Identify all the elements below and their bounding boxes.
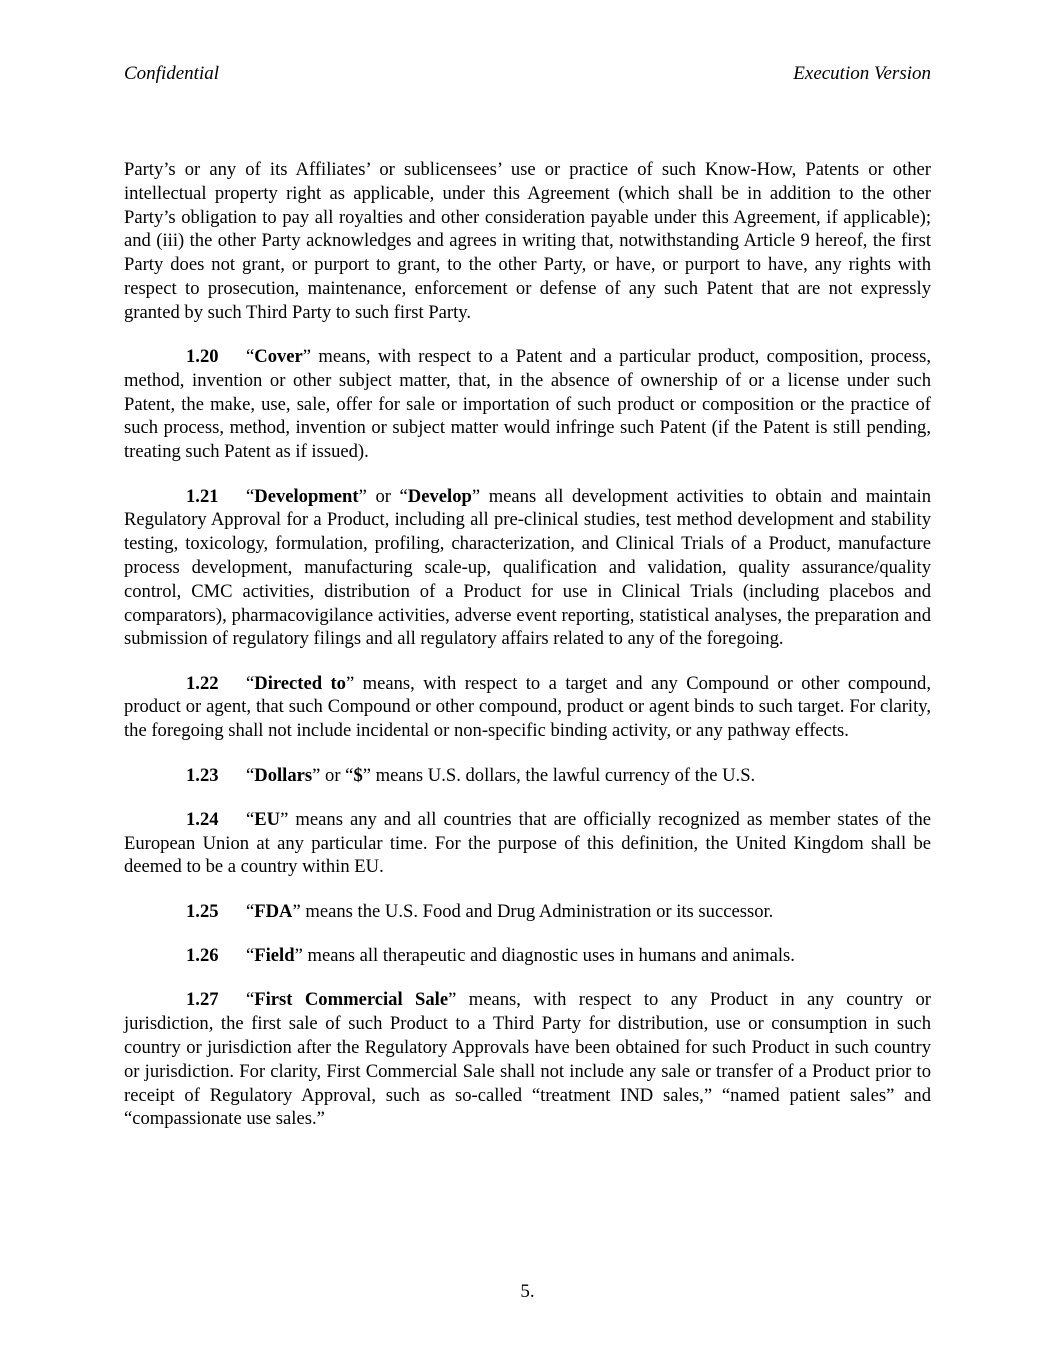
section-1-25: 1.25 “FDA” means the U.S. Food and Drug Administration or its successor. (186, 900, 774, 922)
section-number: 1.20 (186, 346, 219, 368)
page-number: 5. (520, 1281, 535, 1302)
defined-term: Field (254, 945, 295, 967)
section-1-20: 1.20 “Cover” means, with respect to a Patent and a particular product, composition, process, method, invention or other subject matter, that, in the absence of ownership of or a license under such Patent, the make, use, sale, offer for sale or importation of such product or composition or the practice of such process, method, invention or subject matter would infringe such Patent (if the Patent is still pending, treating such Patent as if issued). (124, 346, 931, 463)
definition-text: means the U.S. Food and Drug Administration or its successor. (300, 900, 774, 922)
header-confidential: Confidential (124, 63, 219, 84)
definition-text: means, with respect to any Product in any country or jurisdiction, the first sale of such Product to a Third Party for distribution, use or consumption in such country or jurisdiction after the Regulatory Approvals have been obtained for such Product in such country or jurisdiction. For clarity, First Commercial Sale shall not include any sale or transfer of a Product prior to receipt of Regulatory Approval, such as so-called “treatment IND sales,” “named patient sales” and “compassionate use sales.” (124, 989, 931, 1130)
defined-term: FDA (254, 900, 293, 922)
defined-term: Development (254, 485, 359, 507)
section-1-24: 1.24 “EU” means any and all countries that are officially recognized as member states of the European Union at any particular time. For the purpose of this definition, the United Kingdom shall be deemed to be a country within EU. (124, 808, 931, 878)
document-body (124, 158, 931, 1152)
definition-text: means all therapeutic and diagnostic uses in humans and animals. (302, 945, 795, 967)
defined-term: Dollars (254, 764, 313, 786)
section-1-21: 1.21 “Development” or “Develop” means all development activities to obtain and maintain Regulatory Approval for a Product, including all pre-clinical studies, test method development and stability testing, toxicology, formulation, profiling, characterization, and Clinical Trials of a Product, manufacture process development, manufacturing scale-up, qualification and validation, quality assurance/quality control, CMC activities, distribution of a Product for use in Clinical Trials (including placebos and comparators), pharmacovigilance activities, adverse event reporting, statistical analyses, the preparation and submission of regulatory filings and all regulatory affairs related to any of the foregoing. (124, 485, 931, 650)
section-number: 1.22 (186, 672, 219, 694)
definition-text: means any and all countries that are officially recognized as member states of the European Union at any particular time. For the purpose of this definition, the United Kingdom shall be deemed to be a country within EU. (124, 808, 931, 878)
term-connector: or (320, 764, 346, 786)
defined-term-alt: $ (353, 764, 363, 786)
section-1-22: 1.22 “Directed to” means, with respect to a target and any Compound or other compound, product or agent, that such Compound or other compound, product or agent binds to such target. For clarity, the foregoing shall not include incidental or non-specific binding activity, or any pathway effects. (124, 672, 931, 742)
defined-term-alt: Develop (407, 485, 472, 507)
section-number: 1.21 (186, 485, 219, 507)
definition-text: means, with respect to a target and any Compound or other compound, product or agent, that such Compound or other compound, product or agent binds to such target. For clarity, the foregoing shall not include incidental or non-specific binding activity, or any pathway effects. (124, 672, 931, 742)
section-number: 1.24 (186, 808, 219, 830)
section-number: 1.26 (186, 945, 219, 967)
header-execution-version: Execution Version (793, 63, 931, 84)
definition-text: means all development activities to obtain and maintain Regulatory Approval for a Product, including all pre-clinical studies, test method development and stability testing, toxicology, formulation, profiling, characterization, and Clinical Trials of a Product, manufacture process development, manufacturing scale-up, qualification and validation, quality assurance/quality control, CMC activities, distribution of a Product for use in Clinical Trials (including placebos and comparators), pharmacovigilance activities, adverse event reporting, statistical analyses, the preparation and submission of regulatory filings and all regulatory affairs related to any of the foregoing. (124, 485, 931, 650)
defined-term: Directed to (254, 672, 346, 694)
section-1-23: 1.23 “Dollars” or “$” means U.S. dollars, the lawful currency of the U.S. (186, 764, 756, 786)
term-connector: or (366, 485, 400, 507)
section-number: 1.25 (186, 900, 219, 922)
section-1-27: 1.27 “First Commercial Sale” means, with respect to any Product in any country or jurisdiction, the first sale of such Product to a Third Party for distribution, use or consumption in such country or jurisdiction after the Regulatory Approvals have been obtained for such Product in such country or jurisdiction. For clarity, First Commercial Sale shall not include any sale or transfer of a Product prior to receipt of Regulatory Approval, such as so-called “treatment IND sales,” “named patient sales” and “compassionate use sales.” (124, 989, 931, 1130)
section-1-26: 1.26 “Field” means all therapeutic and diagnostic uses in humans and animals. (186, 945, 795, 967)
defined-term: Cover (254, 346, 303, 368)
defined-term: EU (254, 808, 281, 830)
section-number: 1.23 (186, 764, 219, 786)
definition-text: means, with respect to a Patent and a particular product, composition, process, method, invention or other subject matter, that, in the absence of ownership of or a license under such Patent, the make, use, sale, offer for sale or importation of such product or composition or the practice of such process, method, invention or subject matter would infringe such Patent (if the Patent is still pending, treating such Patent as if issued). (124, 346, 931, 463)
defined-term: First Commercial Sale (254, 989, 449, 1011)
definition-text: means U.S. dollars, the lawful currency of the U.S. (371, 764, 756, 786)
section-number: 1.27 (186, 989, 219, 1011)
intro-paragraph: Party’s or any of its Affiliates’ or sublicensees’ use or practice of such Know-How, Patents or other intellectual property right as applicable, under this Agreement (which shall be in addition to the other Party’s obligation to pay all royalties and other consideration payable under this Agreement, if applicable); and (iii) the other Party acknowledges and agrees in writing that, notwithstanding Article 9 hereof, the first Party does not grant, or purport to grant, to the other Party, or have, or purport to have, any rights with respect to prosecution, maintenance, enforcement or defense of any such Patent that are not expressly granted by such Third Party to such first Party. (124, 159, 931, 323)
